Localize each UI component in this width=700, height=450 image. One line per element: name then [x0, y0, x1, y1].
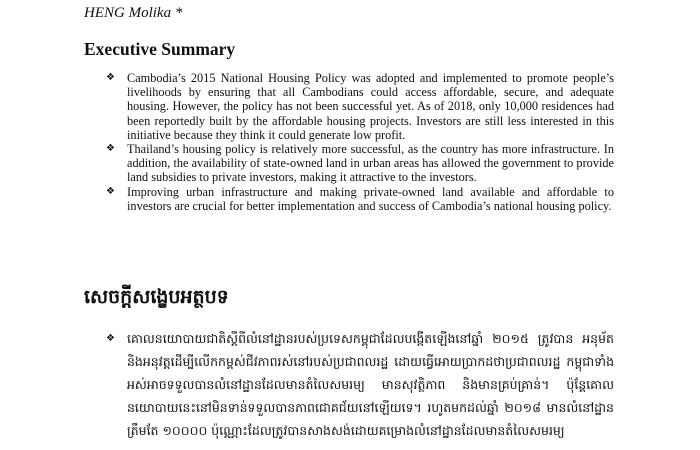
diamond-bullet-icon: ❖: [106, 333, 115, 344]
bullet-text: Thailand’s housing policy is relatively more successful, as the country has more infrastructure. In addition, the availability of state-owned land in urban areas has allowed the government to provide land subsidies to private investors, making it attractive to the investors.: [127, 142, 614, 185]
diamond-bullet-icon: ❖: [106, 185, 115, 197]
author-name: HENG Molika *: [84, 5, 183, 21]
section-heading: Executive Summary: [84, 39, 236, 59]
khmer-paragraph-text: គោលនយោបាយជាតិស្តីពីលំនៅដ្ឋានរបស់ប្រទេសកម្ពុជាដែលបង្កើតឡើងនៅឆ្នាំ ២០១៥ ត្រូវបាន អនុម័ត និងអនុវត្តដើម្បីលើកកម្ពស់ជីវភាពរស់នៅរបស់ប្រជាពលរដ្ឋ ដោយធ្វើអោយប្រាកដថាប្រជាពលរដ្ឋ កម្ពុជាទាំងអស់អាចទទួលបានលំនៅដ្ឋានដែលមានតំលៃសមរម្យ មានសុវត្ថិភាព និងមានគ្រប់គ្រាន់។ ប៉ុន្តែគោលនយោបាយនេះនៅមិនទាន់ទទួលបានភាពជោគជ័យនៅឡើយទេ។ រហូតមកដល់ឆ្នាំ ២០១៨ មានលំនៅដ្ឋានត្រឹមតែ ១០០០០ ប៉ុណ្ណោះដែលត្រូវបានសាងសង់ដោយគម្រោងលំនៅដ្ឋានដែលមានតំលៃសមរម្យ: [127, 331, 614, 438]
khmer-summary-bullet: [106, 327, 614, 442]
bullet-text: Improving urban infrastructure and making private-owned land available and affordable to investors are crucial for better implementation and success of Cambodia’s national housing policy.: [127, 184, 614, 213]
diamond-bullet-icon: ❖: [106, 143, 115, 155]
diamond-bullet-icon: ❖: [106, 72, 115, 83]
summary-bullet-list: [106, 71, 614, 213]
khmer-section-heading: សេចក្តីសង្ខេបអត្ថបទ: [84, 286, 229, 308]
summary-bullet: [106, 142, 614, 185]
summary-bullet: [106, 71, 614, 142]
summary-bullet: [106, 185, 614, 213]
bullet-text: Cambodia’s 2015 National Housing Policy was adopted and implemented to promote people’s livelihoods by ensuring that all Cambodians could access affordable, secure, and adequate housing. However, the policy has not been successful yet. As of 2018, only 10,000 residences had been reportedly built by the affordable housing projects. Investors are still less interested in this initiative because they think it could generate low profit.: [127, 71, 614, 142]
